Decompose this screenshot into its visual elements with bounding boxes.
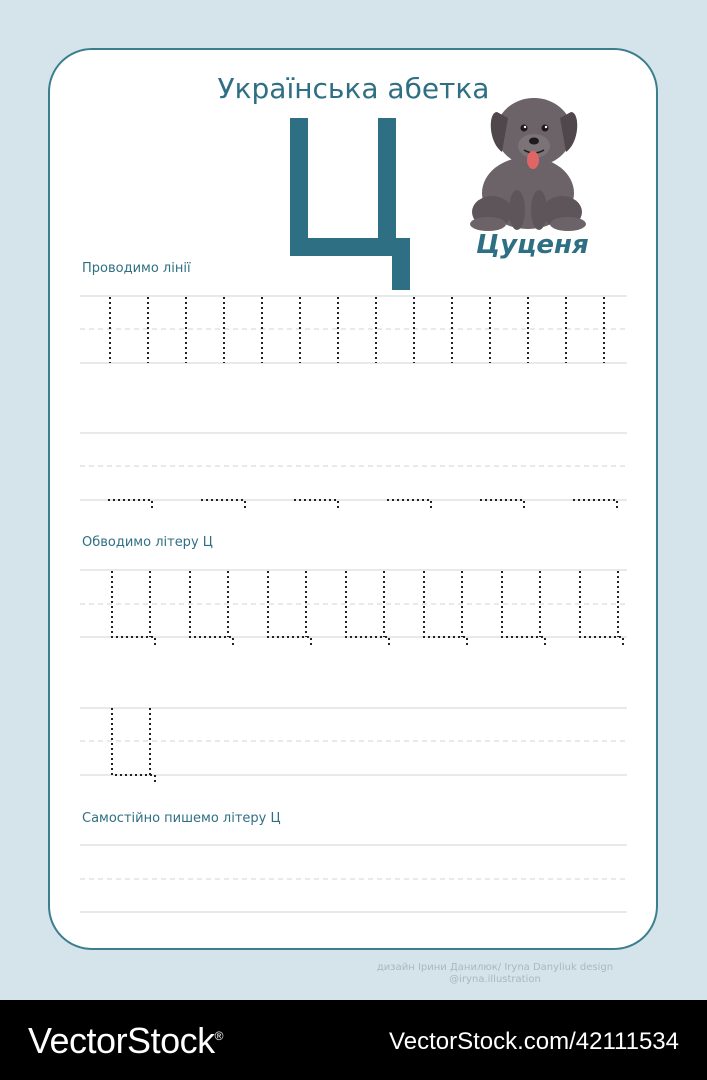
stock-image-id: VectorStock.com/42111534 [389,1028,679,1055]
section-label-write-alone: Самостійно пишемо літеру Ц [82,811,281,826]
section-label-draw-lines: Проводимо лінії [82,261,191,276]
stock-logo [28,1020,223,1062]
stock-watermark-bar [0,1000,707,1080]
credit-line-2: @iryna.illustration [449,974,541,985]
design-credit [0,962,707,986]
worksheet-title: Українська абетка [217,72,490,105]
section-label-trace-letter: Обводимо літеру Ц [82,535,213,550]
registered-mark: ® [214,1029,223,1043]
picture-word: Цуценя [476,230,589,260]
credit-line-1: дизайн Ірини Данилюк/ Iryna Danyliuk design [376,962,614,973]
stock-logo-text: VectorStock [28,1020,215,1061]
